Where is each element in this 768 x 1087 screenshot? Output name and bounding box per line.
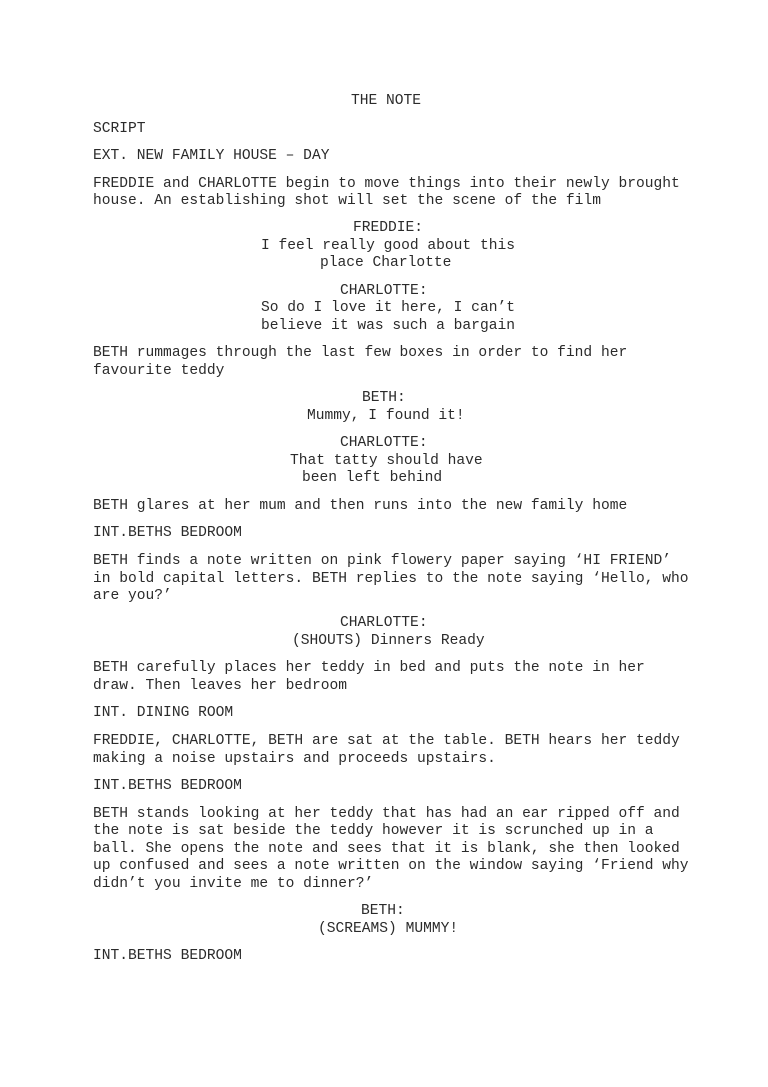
scene-heading: INT.BETHS BEDROOM xyxy=(93,948,242,964)
page-title: THE NOTE xyxy=(350,93,422,109)
action-line: BETH finds a note written on pink flowery paper saying ‘HI FRIEND’ xyxy=(93,553,672,569)
action-line: draw. Then leaves her bedroom xyxy=(93,678,347,694)
dialogue-line: been left behind xyxy=(302,470,443,486)
action-line: up confused and sees a note written on the window saying ‘Friend why xyxy=(93,858,689,874)
dialogue-line: place Charlotte xyxy=(320,255,452,271)
action-line: BETH carefully places her teddy in bed and puts the note in her xyxy=(93,660,645,676)
character-name: CHARLOTTE: xyxy=(340,435,428,451)
script-heading: SCRIPT xyxy=(93,121,146,137)
action-line: BETH glares at her mum and then runs into the new family home xyxy=(93,498,628,514)
character-name: CHARLOTTE: xyxy=(340,283,428,299)
action-line: making a noise upstairs and proceeds upstairs. xyxy=(93,751,496,767)
action-line: the note is sat beside the teddy however it is scrunched up in a xyxy=(93,823,654,839)
dialogue-line: That tatty should have xyxy=(290,453,483,469)
scene-heading: INT. DINING ROOM xyxy=(93,705,234,721)
action-line: favourite teddy xyxy=(93,363,225,379)
action-line: BETH stands looking at her teddy that has had an ear ripped off and xyxy=(93,806,680,822)
action-line: ball. She opens the note and sees that it is blank, she then looked xyxy=(93,841,680,857)
character-name: FREDDIE: xyxy=(353,220,424,236)
dialogue-line: (SCREAMS) MUMMY! xyxy=(318,921,459,937)
action-line: are you?’ xyxy=(93,588,172,604)
character-name: BETH: xyxy=(361,903,405,919)
dialogue-line: I feel really good about this xyxy=(261,238,515,254)
character-name: CHARLOTTE: xyxy=(340,615,428,631)
action-line: house. An establishing shot will set the scene of the film xyxy=(93,193,601,209)
scene-heading: INT.BETHS BEDROOM xyxy=(93,778,242,794)
dialogue-line: Mummy, I found it! xyxy=(307,408,465,424)
dialogue-line: believe it was such a bargain xyxy=(261,318,515,334)
scene-heading: INT.BETHS BEDROOM xyxy=(93,525,242,541)
character-name: BETH: xyxy=(362,390,406,406)
action-line: BETH rummages through the last few boxes in order to find her xyxy=(93,345,628,361)
action-line: FREDDIE, CHARLOTTE, BETH are sat at the table. BETH hears her teddy xyxy=(93,733,680,749)
dialogue-line: (SHOUTS) Dinners Ready xyxy=(292,633,485,649)
dialogue-line: So do I love it here, I can’t xyxy=(261,300,515,316)
action-line: didn’t you invite me to dinner?’ xyxy=(93,876,374,892)
action-line: FREDDIE and CHARLOTTE begin to move things into their newly brought xyxy=(93,176,680,192)
scene-heading: EXT. NEW FAMILY HOUSE – DAY xyxy=(93,148,330,164)
action-line: in bold capital letters. BETH replies to the note saying ‘Hello, who xyxy=(93,571,689,587)
